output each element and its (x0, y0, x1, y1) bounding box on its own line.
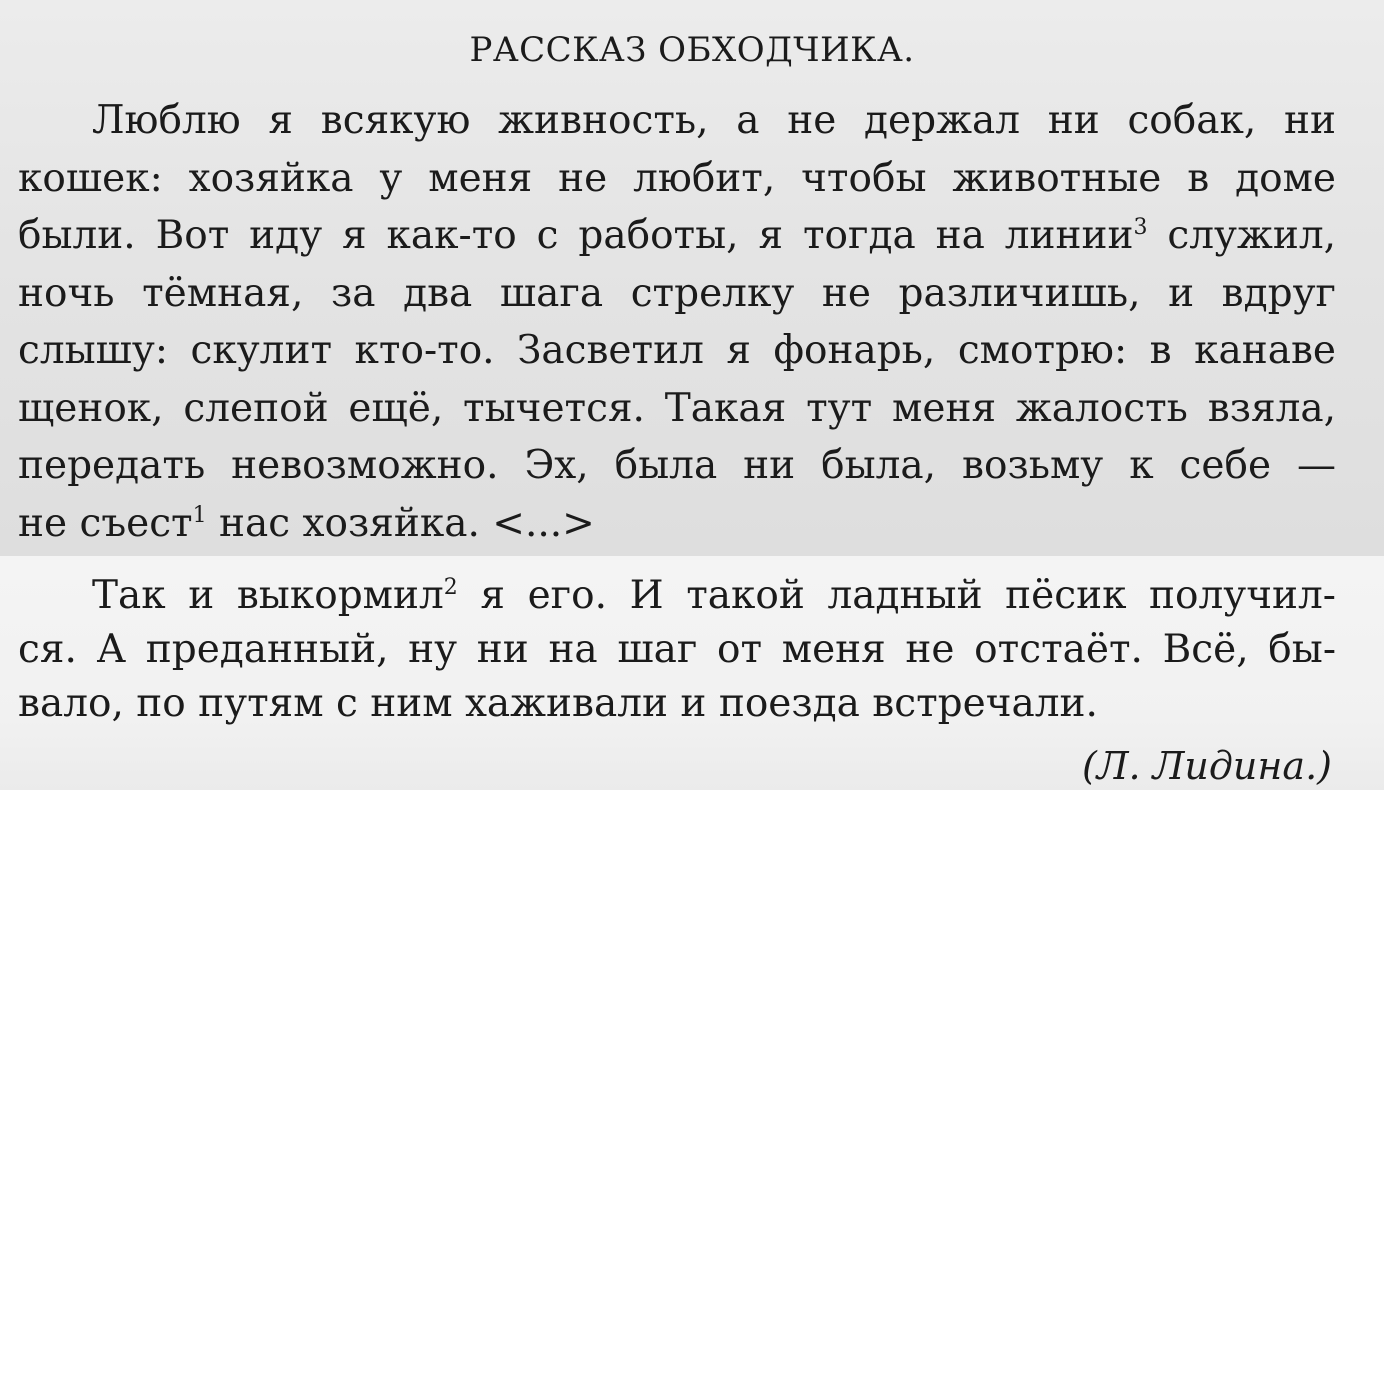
author-attribution: (Л. Лидина.) (1081, 744, 1332, 788)
paragraph-2 (18, 569, 1336, 731)
text-line: кошек: хозяйка у меня не любит, чтобы животные в доме (18, 155, 1336, 201)
story-title: РАССКАЗ ОБХОДЧИКА. (469, 30, 915, 70)
paragraph-1 (18, 92, 1336, 552)
footnote-mark: 2 (443, 575, 458, 600)
text-line: ся. А преданный, ну ни на шаг от меня не отстаёт. Всё, бы- (18, 627, 1336, 672)
text-line: передать невозможно. Эх, была ни была, возьму к себе — (18, 443, 1336, 488)
text-line: щенок, слепой ещё, тычется. Такая тут меня жалость взяла, (18, 385, 1336, 431)
text-line: не съест$^1$ нас хозяйка. <...> (18, 500, 595, 546)
blank-area (0, 790, 1384, 1397)
text-line: вало, по путям с ним хаживали и поезда встречали. (18, 681, 1098, 726)
footnote-mark: 3 (1133, 215, 1148, 240)
text-line: были. Вот иду я как-то с работы, я тогда на линии$^3$ служил, (18, 213, 1336, 258)
text-line: слышу: скулит кто-то. Засветил я фонарь, смотрю: в канаве (18, 328, 1336, 373)
text-line: Люблю я всякую живность, а не держал ни собак, ни (92, 98, 1336, 143)
text-line: ночь тёмная, за два шага стрелку не различишь, и вдруг (18, 270, 1336, 316)
footnote-mark: 1 (192, 502, 207, 528)
text-line: Так и выкормил$^2$ я его. И такой ладный пёсик получил- (92, 573, 1336, 618)
